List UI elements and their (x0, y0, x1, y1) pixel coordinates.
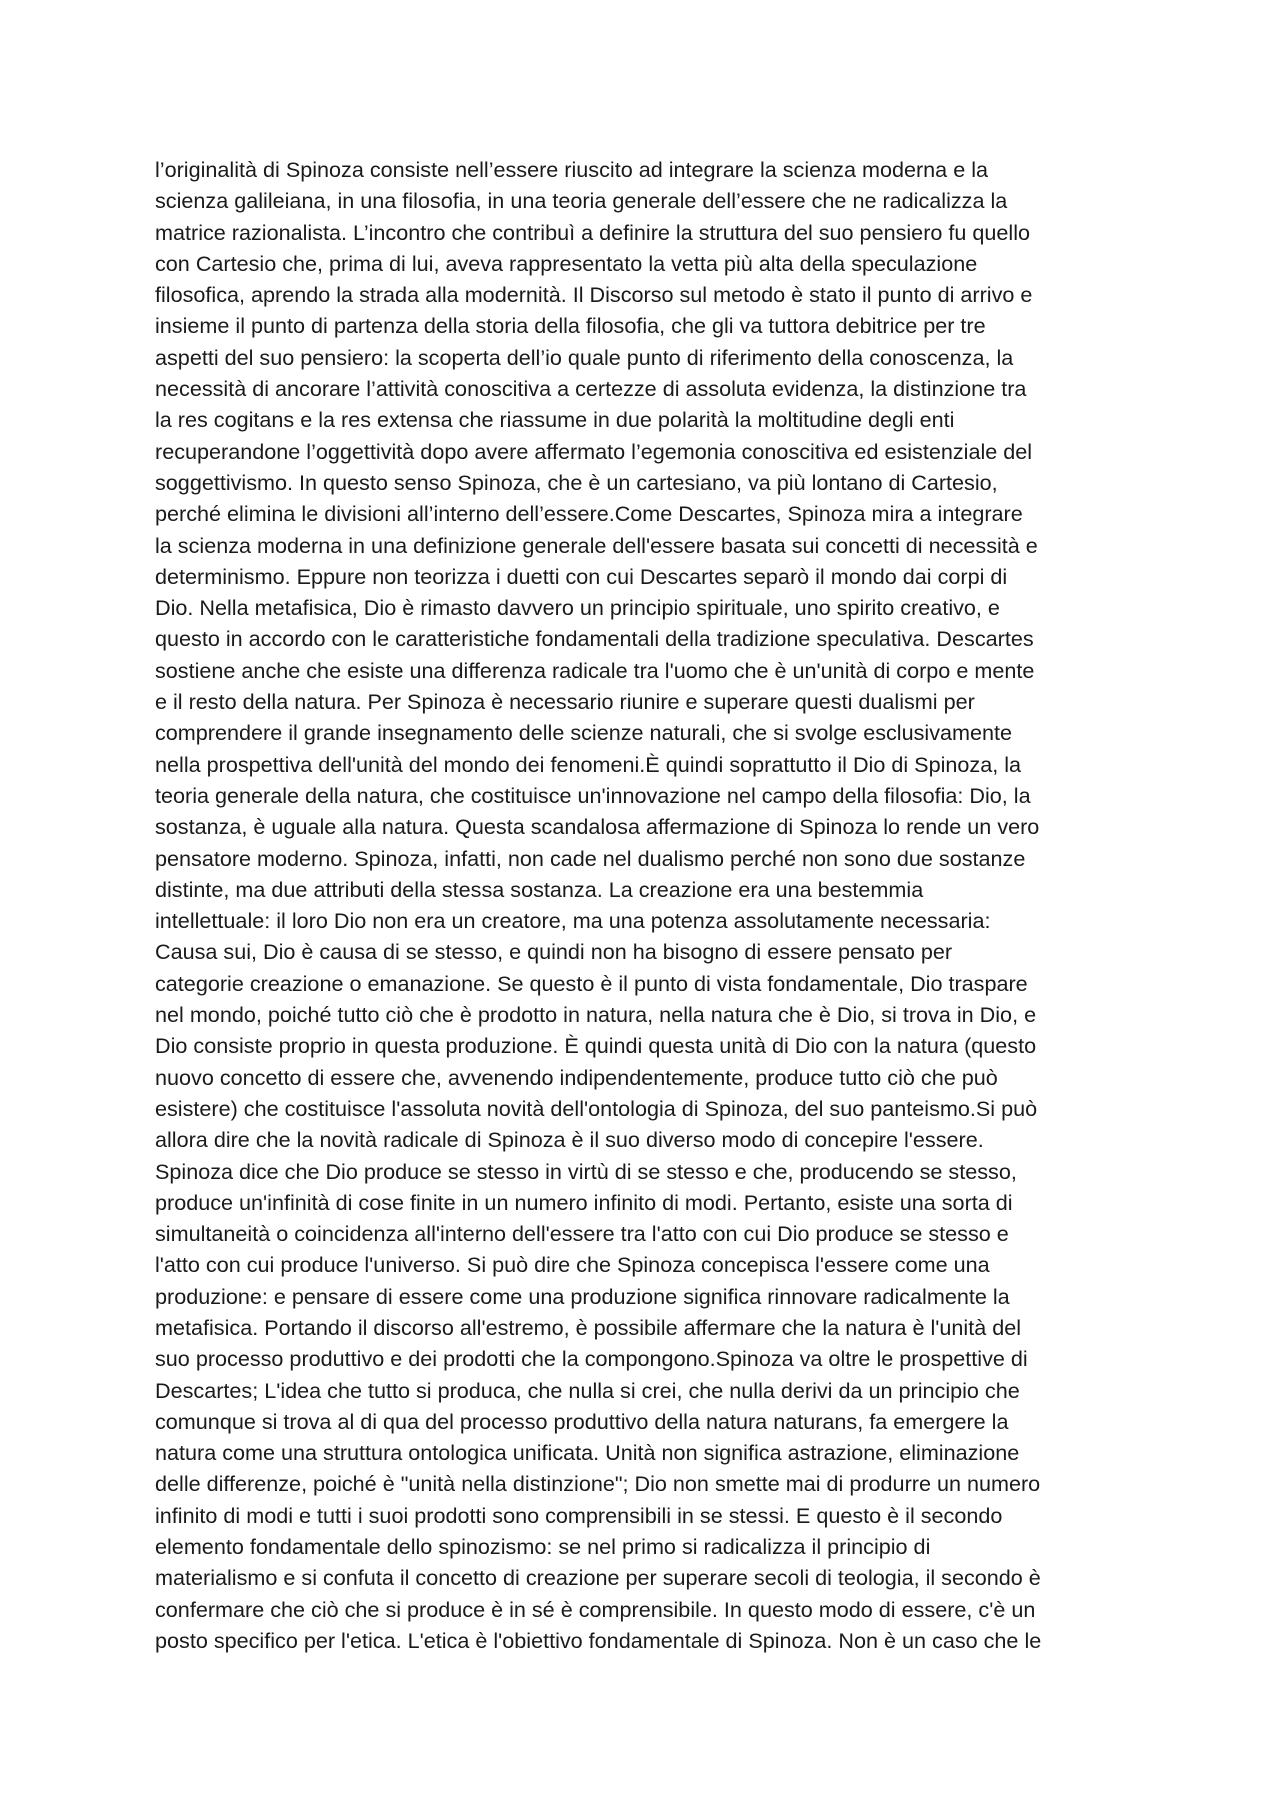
text-line: metafisica. Portando il discorso all'estremo, è possibile affermare che la natura è l'unità del (155, 1314, 1022, 1340)
text-line: perché elimina le divisioni all’interno dell’essere.Come Descartes, Spinoza mira a integrare (155, 501, 1023, 527)
text-line: comunque si trova al di qua del processo produttivo della natura naturans, fa emergere la (155, 1408, 1009, 1434)
text-line: pensatore moderno. Spinoza, infatti, non cade nel dualismo perché non sono due sostanze (155, 845, 1026, 871)
text-line: allora dire che la novità radicale di Spinoza è il suo diverso modo di concepire l'essere. (155, 1127, 984, 1153)
text-line: posto specifico per l'etica. L'etica è l'obiettivo fondamentale di Spinoza. Non è un caso che le (155, 1627, 1042, 1653)
text-line: scienza galileiana, in una filosofia, in una teoria generale dell’essere che ne radicalizza la (155, 188, 1008, 214)
text-line: recuperandone l’oggettività dopo avere affermato l’egemonia conoscitiva ed esistenziale del (155, 438, 1033, 464)
text-line: delle differenze, poiché è "unità nella distinzione"; Dio non smette mai di produrre un numero (155, 1471, 1041, 1497)
text-line: necessità di ancorare l’attività conoscitiva a certezze di assoluta evidenza, la distinzione tra (155, 376, 1027, 402)
text-line: filosofica, aprendo la strada alla modernità. Il Discorso sul metodo è stato il punto di arrivo e (155, 282, 1033, 308)
text-line: materialismo e si confuta il concetto di creazione per superare secoli di teologia, il secondo è (155, 1565, 1041, 1591)
text-line: nel mondo, poiché tutto ciò che è prodotto in natura, nella natura che è Dio, si trova in Dio, e (155, 1002, 1037, 1028)
text-line: comprendere il grande insegnamento delle scienze naturali, che si svolge esclusivamente (155, 720, 1013, 746)
text-line: insieme il punto di partenza della storia della filosofia, che gli va tuttora debitrice per tre (155, 313, 986, 339)
text-line: Causa sui, Dio è causa di se stesso, e quindi non ha bisogno di essere pensato per (155, 939, 953, 965)
text-line: nella prospettiva dell'unità del mondo dei fenomeni.È quindi soprattutto il Dio di Spinoza, la (155, 751, 1022, 777)
text-line: infinito di modi e tutti i suoi prodotti sono comprensibili in se stessi. E questo è il secondo (155, 1502, 1003, 1528)
text-line: soggettivismo. In questo senso Spinoza, che è un cartesiano, va più lontano di Cartesio, (155, 469, 998, 495)
text-line: aspetti del suo pensiero: la scoperta dell’io quale punto di riferimento della conoscenza, la (155, 344, 1014, 370)
text-line: simultaneità o coincidenza all'interno dell'essere tra l'atto con cui Dio produce se stesso e (155, 1221, 1009, 1247)
text-line: l'atto con cui produce l'universo. Si può dire che Spinoza concepisca l'essere come una (155, 1252, 990, 1278)
text-line: produzione: e pensare di essere come una produzione significa rinnovare radicalmente la (155, 1283, 1010, 1309)
text-line: Dio consiste proprio in questa produzione. È quindi questa unità di Dio con la natura (questo (155, 1033, 1037, 1059)
text-line: esistere) che costituisce l'assoluta novità dell'ontologia di Spinoza, del suo panteismo.Si può (155, 1095, 1038, 1121)
text-line: questo in accordo con le caratteristiche fondamentali della tradizione speculativa. Descartes (155, 626, 1034, 652)
text-line: sostiene anche che esiste una differenza radicale tra l'uomo che è un'unità di corpo e mente (155, 657, 1035, 683)
text-line: categorie creazione o emanazione. Se questo è il punto di vista fondamentale, Dio traspare (155, 970, 1028, 996)
text-line: intellettuale: il loro Dio non era un creatore, ma una potenza assolutamente necessaria: (155, 908, 991, 934)
text-line: la res cogitans e la res extensa che riassume in due polarità la moltitudine degli enti (155, 407, 955, 433)
text-line: con Cartesio che, prima di lui, aveva rappresentato la vetta più alta della speculazione (155, 250, 978, 276)
text-line: la scienza moderna in una definizione generale dell'essere basata sui concetti di necessità e (155, 532, 1038, 558)
text-line: matrice razionalista. L’incontro che contribuì a definire la struttura del suo pensiero fu quello (155, 219, 1031, 245)
text-line: Spinoza dice che Dio produce se stesso in virtù di se stesso e che, producendo se stesso, (155, 1158, 1017, 1184)
body-paragraph (155, 154, 1145, 1656)
text-line: produce un'infinità di cose finite in un numero infinito di modi. Pertanto, esiste una sorta di (155, 1189, 1013, 1215)
text-line: e il resto della natura. Per Spinoza è necessario riunire e superare questi dualismi per (155, 689, 975, 715)
text-line: natura come una struttura ontologica unificata. Unità non significa astrazione, eliminazione (155, 1440, 1020, 1466)
text-line: distinte, ma due attributi della stessa sostanza. La creazione era una bestemmia (155, 876, 924, 902)
text-line: teoria generale della natura, che costituisce un'innovazione nel campo della filosofia: Dio, la (155, 782, 1031, 808)
text-line: confermare che ciò che si produce è in sé è comprensibile. In questo modo di essere, c'è un (155, 1596, 1036, 1622)
text-line: Dio. Nella metafisica, Dio è rimasto davvero un principio spirituale, uno spirito creativo, e (155, 595, 1000, 621)
text-line: nuovo concetto di essere che, avvenendo indipendentemente, produce tutto ciò che può (155, 1064, 998, 1090)
text-line: Descartes; L'idea che tutto si produca, che nulla si crei, che nulla derivi da un principio che (155, 1377, 1020, 1403)
text-line: elemento fondamentale dello spinozismo: se nel primo si radicalizza il principio di (155, 1534, 931, 1560)
text-line: suo processo produttivo e dei prodotti che la compongono.Spinoza va oltre le prospettive di (155, 1346, 1028, 1372)
text-line: l’originalità di Spinoza consiste nell’essere riuscito ad integrare la scienza moderna e la (155, 157, 989, 182)
text-line: sostanza, è uguale alla natura. Questa scandalosa affermazione di Spinoza lo rende un vero (155, 814, 1040, 840)
text-line: determinismo. Eppure non teorizza i duetti con cui Descartes separò il mondo dai corpi di (155, 563, 1008, 589)
